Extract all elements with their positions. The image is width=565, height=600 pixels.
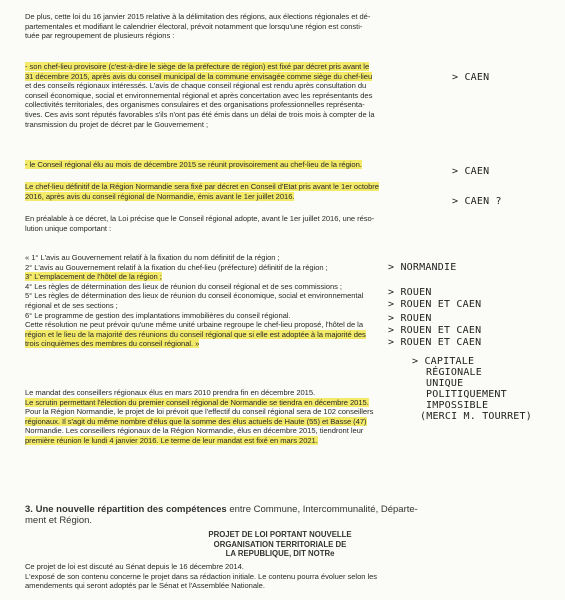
intro-paragraph: De plus, cette loi du 16 janvier 2015 relative à la délimitation des régions, aux élections régionales et dé- partementales et modifiant le calendrier électoral, prévoit notamment que lorsqu'une région est consti- tuée par regroupement de plusieurs régions : [25,12,371,41]
handwritten-note-rouen: > ROUEN [388,287,432,298]
law-title: PROJET DE LOI PORTANT NOUVELLE ORGANISATION TERRITORIALE DE LA REPUBLIQUE, DIT NOTRe [208,530,352,559]
list-item: 3° L'emplacement de l'hôtel de la région ; [25,272,162,282]
handwritten-note-rouen-et-caen: > ROUEN ET CAEN [388,325,482,336]
handwritten-note-caen: > CAEN [452,72,490,83]
handwritten-note-rouen-et-caen: > ROUEN ET CAEN [388,337,482,348]
list-item: 2° L'avis au Gouvernement relatif à la fixation du chef-lieu (préfecture) définitif de la région ; [25,262,328,272]
conseil-regional-reunion-paragraph: - le Conseil régional élu au mois de décembre 2015 se réunit provisoirement au chef-lieu de la région. [25,160,362,169]
chef-lieu-definitif-paragraph: Le chef-lieu définitif de la Région Normandie sera fixé par décret en Conseil d'Etat pris avant le 1er octobre 2016, après avis du conseil régional de Normandie, émis avant le 1er juillet 2016. [25,182,379,201]
list-item: 6° Le programme de gestion des implantations immobilières du conseil régional. [25,310,291,320]
handwritten-note-rouen: > ROUEN [388,313,432,324]
list-item: 5° Les règles de détermination des lieux de réunion du conseil économique, social et environnemental [25,291,364,301]
resolution-intro-paragraph: En préalable à ce décret, la Loi précise que le Conseil régional adopte, avant le 1er juillet 2016, une réso- lution unique comportant : [25,214,375,233]
handwritten-note-normandie: > NORMANDIE [388,262,457,273]
chef-lieu-provisoire-paragraph: - son chef-lieu provisoire (c'est-à-dire le siège de la préfecture de région) est fixé par décret pris avant le 31 décembre 2015, après avis du conseil municipal de la commune envisagée comme siège du chef-lieu et des conseils régionaux intéressés. L'avis de chaque conseil régional est rendu après consultation du conseil économique, social et environnemental régional et après concertation avec les représentants des collectivités territoriales, des organismes consulaires et des organisations professionnelles représenta- tives. Ces avis sont réputés favorables s'ils n'ont pas été émis dans un délai de trois mois à compter de la transmission du projet de décret par le Gouvernement ; [25,62,375,129]
section-heading: 3. Une nouvelle répartition des compétences entre Commune, Intercommunalité, Départe- ment et Région. [25,504,418,526]
list-item: « 1° L'avis au Gouvernement relatif à la fixation du nom définitif de la région ; [25,253,280,262]
list-item: régional et de ses sections ; [25,300,118,310]
list-item: 4° Les règles de détermination des lieux de réunion du conseil régional et de ses commissions ; [25,281,342,291]
handwritten-note-caen: > CAEN [452,166,490,177]
handwritten-note-rouen-et-caen: > ROUEN ET CAEN [388,299,482,310]
handwritten-note-caen-question: > CAEN ? [452,196,502,207]
mandat-paragraph: Le mandat des conseillers régionaux élus en mars 2010 prendra fin en décembre 2015. Le scrutin permettant l'élection du premier conseil régional de Normandie se tiendra en décembre 2015. Pour la Région Normandie, le projet de loi prévoit que l'effectif du conseil régional sera de 102 conseillers régionaux. Il s'agit du même nombre d'élus que la somme des élus actuels de Haute (55) et Basse (47) Normandie. Les conseillers régionaux de la Région Normandie, élus en décembre 2015, tiendront leur première réunion le lundi 4 janvier 2016. Le terme de leur mandat est fixé en mars 2021. [25,388,374,445]
resolution-list: « 1° L'avis au Gouvernement relatif à la fixation du nom définitif de la région ; 2° L'avis au Gouvernement relatif à la fixation du chef-lieu (préfecture) définitif de la région ; 3° L'emplacement de l'hôtel de la région ; 4° Les règles de détermination des lieux de réunion du conseil régional et de ses commissions ; 5° Les règles de détermination des lieux de réunion du conseil économique, social et environnemental régional et de ses sections ; 6° Le programme de gestion des implantations immobilières du conseil régional. Cette résolution ne peut prévoir qu'une même unité urbaine regroupe le chef-lieu proposé, l'hôtel de la région et le lieu de la majorité des réunions du conseil régional que si elle est adoptée à la majorité des trois cinquièmes des membres du conseil régional. » [25,253,445,349]
handwritten-note-capitale: > CAPITALE RÉGIONALE UNIQUE POLITIQUEMENT IMPOSSIBLE (MERCI M. TOURRET) [412,356,532,422]
notre-paragraph: Ce projet de loi est discuté au Sénat depuis le 16 décembre 2014. L'exposé de son contenu concerne le projet dans sa rédaction initiale. Le contenu pourra évoluer selon les amendements qui seront adoptés par le Sénat et l'Assemblée Nationale. [25,562,378,591]
